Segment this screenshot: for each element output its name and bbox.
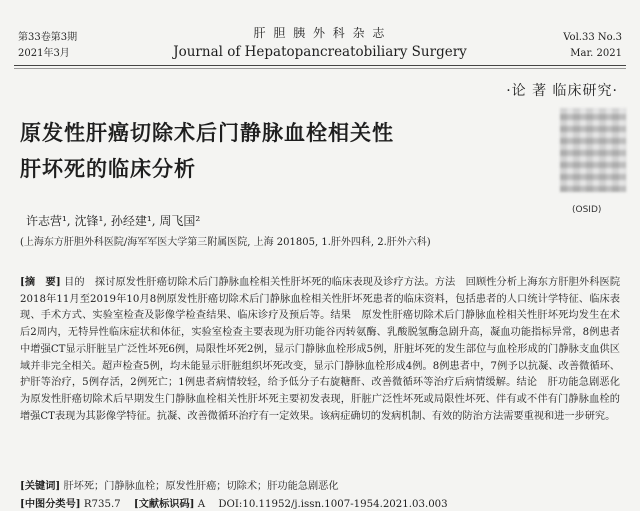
date-en: Mar. 2021: [570, 48, 622, 59]
classification-row: [20, 495, 458, 510]
section-label: ·论 著 临床研究·: [506, 83, 618, 99]
keywords-text: 肝坏死；门静脉血栓；原发性肝癌；切除术；肝功能急剧恶化: [63, 481, 339, 492]
clc-value: R735.7: [83, 499, 121, 510]
abstract: [20, 274, 620, 425]
issue-en: Vol.33 No.3: [563, 32, 622, 43]
article-title-line1: 原发性肝癌切除术后门静脉血栓相关性: [20, 120, 394, 145]
keywords-row: [20, 477, 339, 492]
doc-code-label: [文献标识码]: [133, 498, 195, 510]
abstract-text: 目的 探讨原发性肝癌切除术后门静脉血栓相关性肝坏死的临床表现及诊疗方法。方法 回顾性分析上海东方肝胆外科医院2018年11月至2019年10月8例原发性肝癌切除术后门静脉血栓相关性肝坏死患者的临床资料，包括患者的人口统计学特征、临床表现、手术方式、实验室检查及影像学检查结果、临床诊疗及预后等。结果 原发性肝癌切除术后门静脉血栓相关性肝坏死均发生在术后2周内，无特异性临床症状和体征，实验室检查主要表现为肝功能谷丙转氨酶、乳酸脱氢酶急剧升高，凝血功能指标异常，8例患者中增强CT显示肝脏呈广泛性坏死6例，局限性坏死2例，显示门静脉血栓形成5例，肝脏坏死的发生部位与血栓形成的门静脉支血供区域并非完全相关。超声检查5例，均未能显示肝脏组织坏死改变，显示门静脉血栓形成4例。8例患者中，7例予以抗凝、改善微循环、护肝等治疗，5例存活，2例死亡；1例患者病情较轻，给予低分子右旋糖酐、改善微循环等治疗后病情缓解。结论 肝功能急剧恶化为原发性肝癌切除术后早期发生门静脉血栓相关性肝坏死主要初发表现，肝脏广泛性坏死或局限性坏死、伴有或不伴有门静脉血栓的增强CT表现为其影像学特征。抗凝、改善微循环治疗有一定效果。该病症确切的发病机制、有效的防治方法需要重视和进一步研究。: [20, 277, 621, 422]
journal-title-en: Journal of Hepatopancreatobiliary Surgery: [173, 44, 467, 60]
qr-code-image: [560, 108, 626, 192]
issue-cn: 第33卷第3期: [18, 32, 78, 43]
journal-title-cn: 肝 胆 胰 外 科 杂 志: [253, 26, 387, 40]
clc-label: [中图分类号]: [20, 498, 81, 510]
affiliation: (上海东方肝胆外科医院/海军军医大学第三附属医院, 上海 201805, 1.肝外四科, 2.肝外六科): [20, 237, 431, 248]
abstract-label: [摘 要]: [20, 276, 61, 288]
header-rule: [14, 65, 626, 66]
author-list: 许志营¹, 沈锋¹, 孙经建¹, 周飞国²: [26, 214, 201, 228]
date-cn: 2021年3月: [18, 48, 70, 59]
keywords-label: [关键词]: [20, 480, 61, 492]
article-title-line2: 肝坏死的临床分析: [20, 156, 196, 181]
doc-code-value: A: [197, 499, 206, 510]
header-rule-thin: [14, 68, 626, 69]
osid-label: (OSID): [572, 205, 602, 215]
doi: DOI:10.11952/j.issn.1007-1954.2021.03.003: [218, 499, 448, 510]
